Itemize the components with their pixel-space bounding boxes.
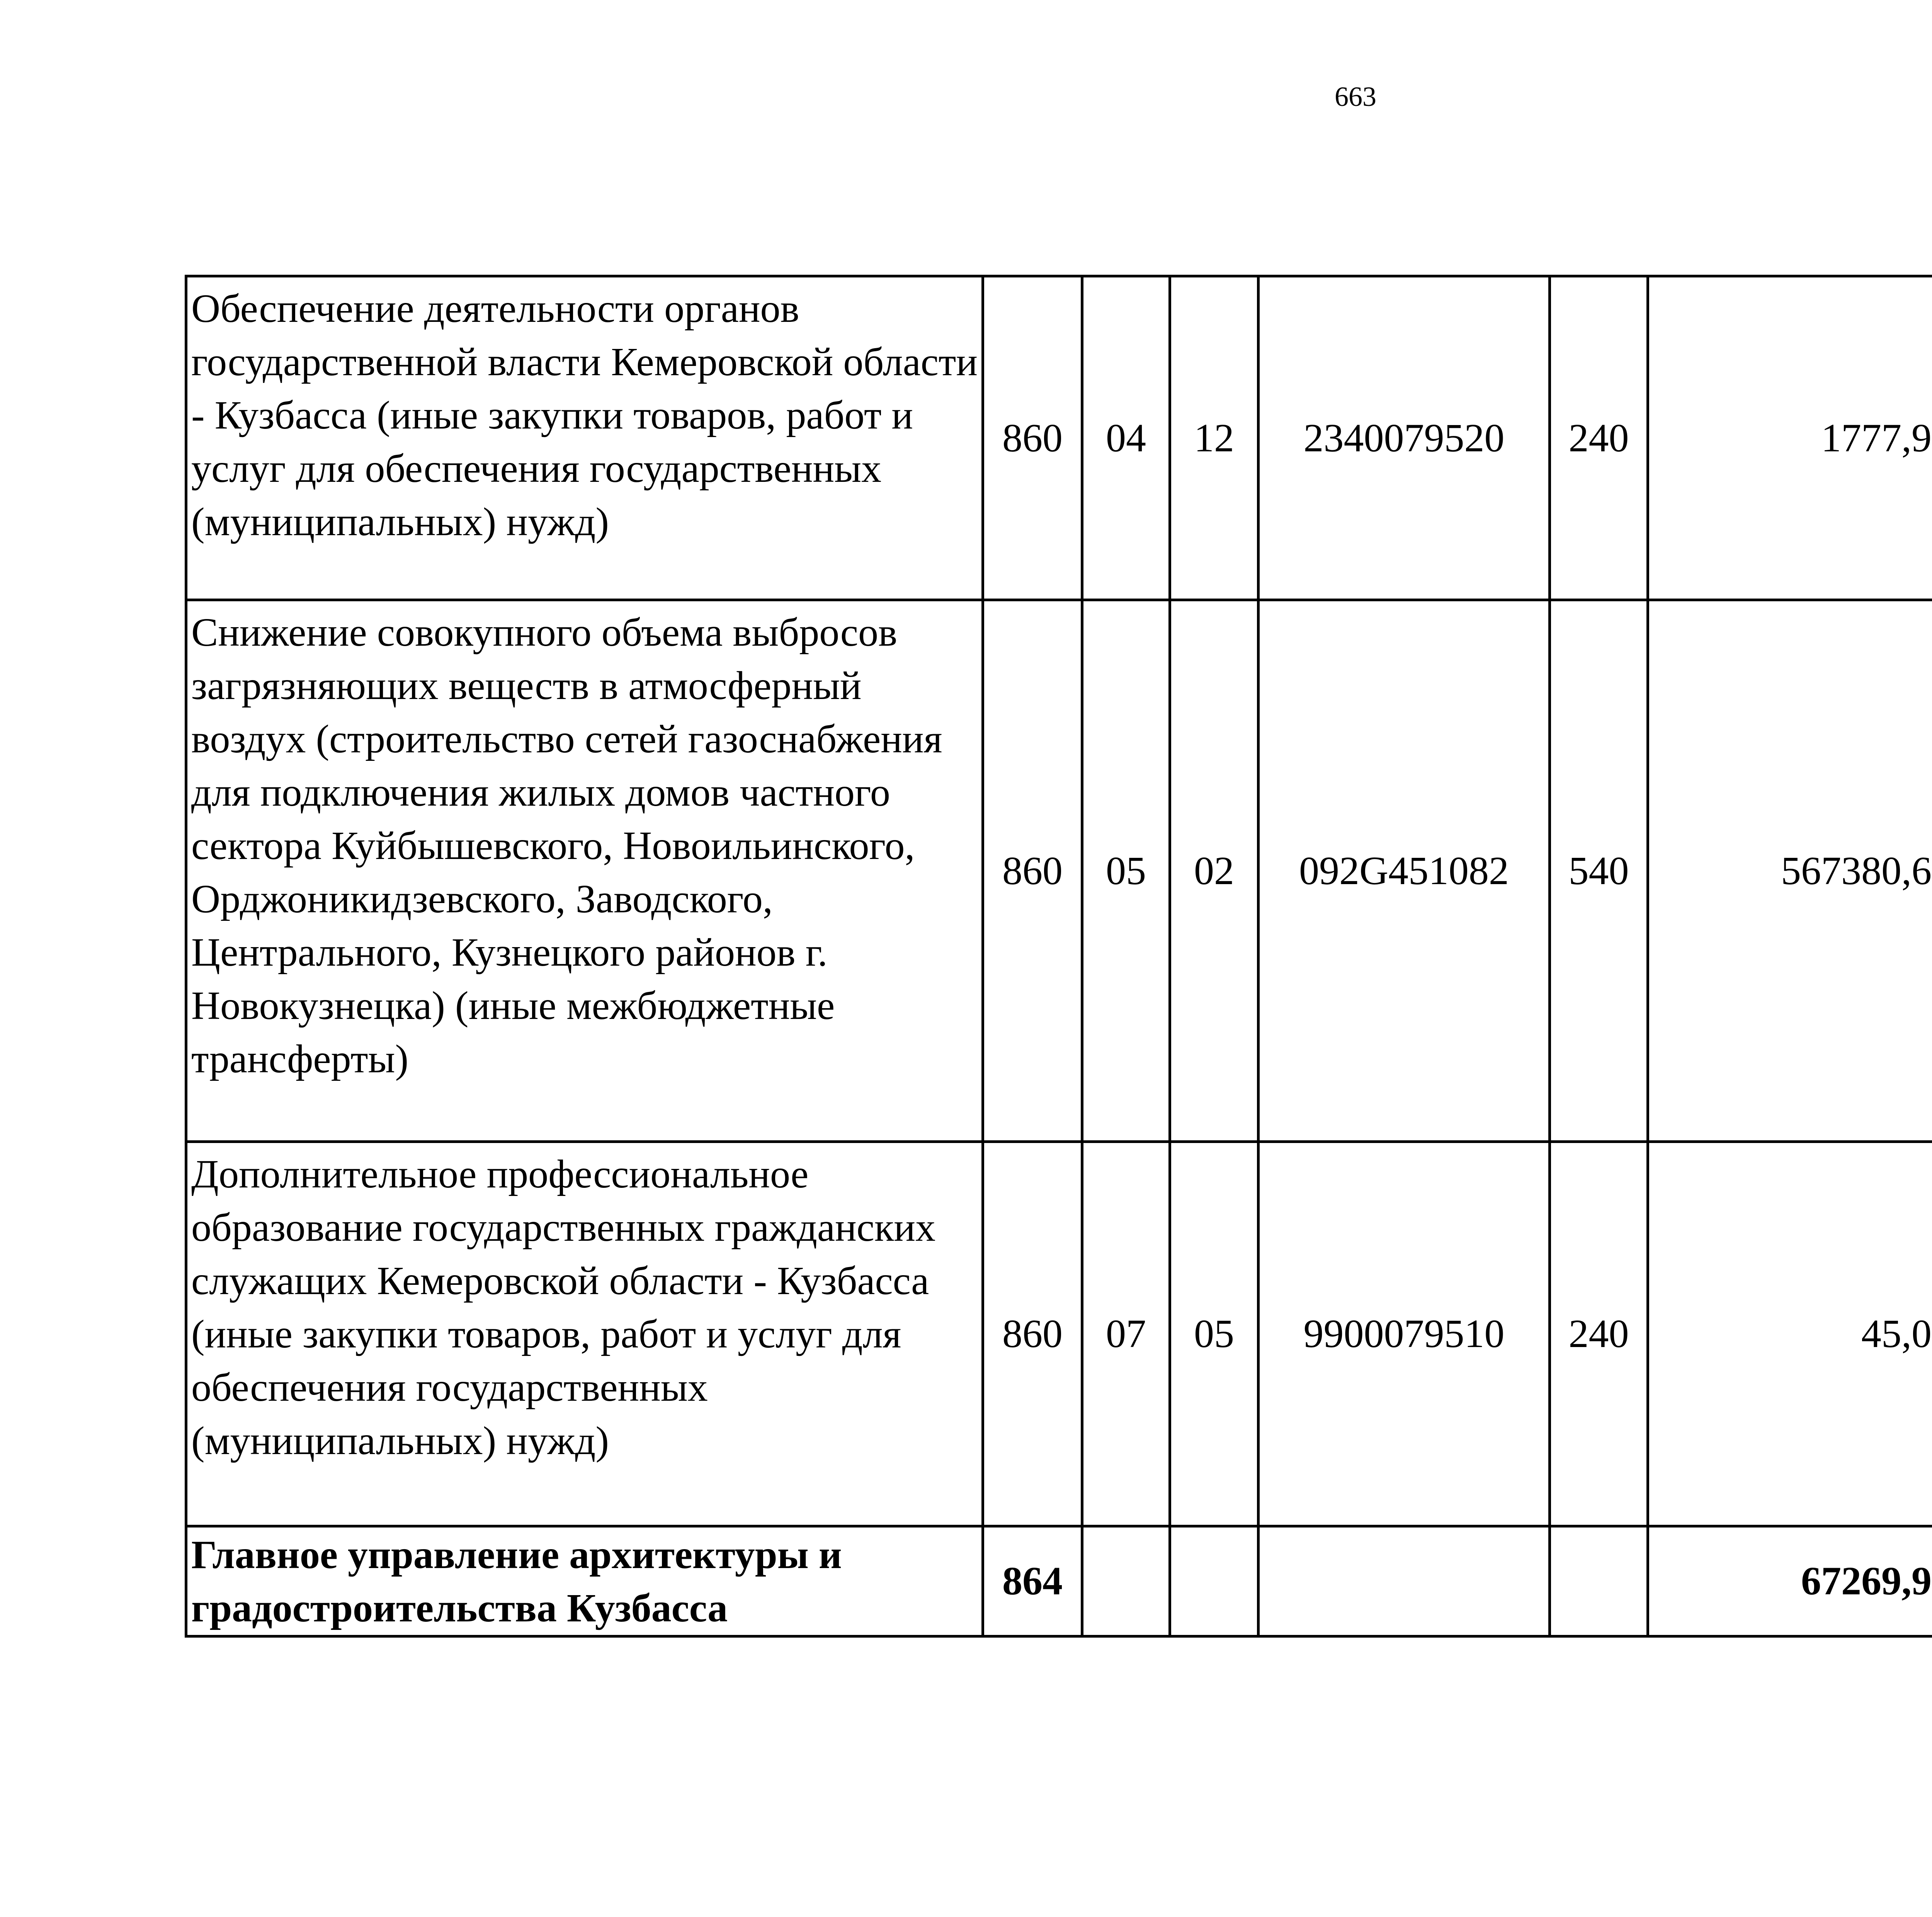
subsection-code — [1170, 1526, 1259, 1636]
section-code: 04 — [1082, 276, 1170, 600]
expense-type-code: 540 — [1550, 600, 1648, 1142]
row-description: Снижение совокупного объема выбросов загрязняющих веществ в атмосферный воздух (строительство сетей газоснабжения для подключения жилых домов частного сектора Куйбышевского, Новоильинского, Орджоникидзевского, Заводского, Центрального, Кузнецкого районов г. Новокузнецка) (иные межбюджетные трансферты) — [186, 600, 983, 1142]
section-code: 05 — [1082, 600, 1170, 1142]
subsection-code: 05 — [1170, 1142, 1259, 1526]
table-row — [186, 600, 1932, 1142]
expense-type-code — [1550, 1526, 1648, 1636]
row-description: Дополнительное профессиональное образование государственных гражданских служащих Кемеровской области - Кузбасса (иные закупки товаров, работ и услуг для обеспечения государственных (муниципальных) нужд) — [186, 1142, 983, 1526]
subsection-code: 12 — [1170, 276, 1259, 600]
target-article-code — [1259, 1526, 1550, 1636]
table-row — [186, 1526, 1932, 1636]
budget-table — [185, 275, 1932, 1638]
expense-type-code: 240 — [1550, 276, 1648, 600]
section-code — [1082, 1526, 1170, 1636]
expense-type-code: 240 — [1550, 1142, 1648, 1526]
ministry-code: 860 — [983, 600, 1082, 1142]
table-row — [186, 276, 1932, 600]
sum-1: 1777,9 — [1648, 276, 1932, 600]
table-row — [186, 1142, 1932, 1526]
target-article-code: 9900079510 — [1259, 1142, 1550, 1526]
sum-1: 567380,6 — [1648, 600, 1932, 1142]
ministry-code: 864 — [983, 1526, 1082, 1636]
subsection-code: 02 — [1170, 600, 1259, 1142]
ministry-code: 860 — [983, 1142, 1082, 1526]
page-number: 663 — [1335, 81, 1376, 112]
target-article-code: 2340079520 — [1259, 276, 1550, 600]
section-code: 07 — [1082, 1142, 1170, 1526]
sum-1: 45,0 — [1648, 1142, 1932, 1526]
ministry-code: 860 — [983, 276, 1082, 600]
target-article-code: 092G451082 — [1259, 600, 1550, 1142]
row-description: Главное управление архитектуры и градостроительства Кузбасса — [186, 1526, 983, 1636]
sum-1: 67269,9 — [1648, 1526, 1932, 1636]
row-description: Обеспечение деятельности органов государственной власти Кемеровской области - Кузбасса (иные закупки товаров, работ и услуг для обеспечения государственных (муниципальных) нужд) — [186, 276, 983, 600]
